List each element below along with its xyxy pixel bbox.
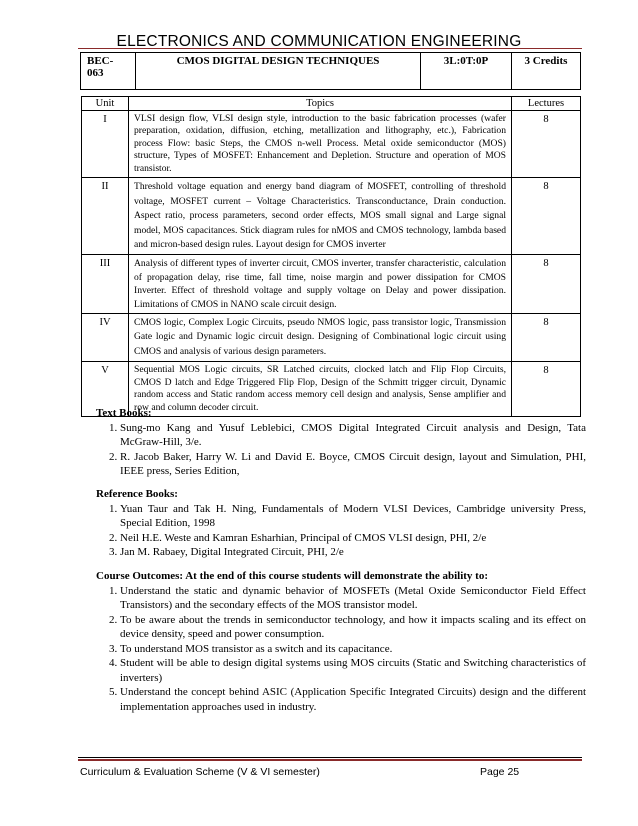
table-row	[82, 111, 581, 178]
unit-number: V	[82, 362, 129, 417]
course-name: CMOS DIGITAL DESIGN TECHNIQUES	[136, 53, 421, 90]
footer-scheme-label: Curriculum & Evaluation Scheme (V & VI semester)	[80, 766, 320, 778]
unit-lectures: 8	[512, 362, 581, 417]
reference-books-list	[96, 502, 586, 560]
table-row	[82, 255, 581, 314]
unit-lectures: 8	[512, 255, 581, 314]
unit-topics: Threshold voltage equation and energy band diagram of MOSFET, controlling of threshold voltage, MOSFET current – Voltage Characteristics. Transconductance, Drain conduction. Aspect ratio, process parameters, second order effects, MOS small signal and Large signal model, MOS capacitances. Stick diagram rules for nMOS and CMOS technology, lambda based and micron-based design rules. Layout design for CMOS inverter	[129, 178, 512, 255]
table-row	[82, 178, 581, 255]
list-item: 1. Understand the static and dynamic behavior of MOSFETs (Metal Oxide Semiconductor Field Effect Transistors) and the secondary effects of the MOS transistor model.	[120, 584, 586, 613]
unit-number: III	[82, 255, 129, 314]
list-item: 1. Sung-mo Kang and Yusuf Leblebici, CMOS Digital Integrated Circuit analysis and Design, Tata McGraw-Hill, 3/e.	[120, 421, 586, 450]
list-item: 2. R. Jacob Baker, Harry W. Li and David E. Boyce, CMOS Circuit design, layout and Simulation, PHI, IEEE press, Series Edition,	[120, 450, 586, 479]
course-info-table	[80, 52, 581, 90]
topics-header-row	[82, 97, 581, 111]
reference-books-heading: Reference Books:	[96, 488, 178, 500]
unit-number: I	[82, 111, 129, 178]
topics-table	[81, 96, 581, 417]
course-credits: 3 Credits	[512, 53, 581, 90]
course-outcomes-section	[96, 569, 586, 714]
unit-number: II	[82, 178, 129, 255]
footer-accent-rule	[78, 759, 582, 761]
list-item: 5. Understand the concept behind ASIC (Application Specific Integrated Circuits) design and the different implementation approaches used in industry.	[120, 685, 586, 714]
list-item: 3. To understand MOS transistor as a switch and its capacitance.	[120, 642, 586, 657]
page-number: Page 25	[480, 766, 520, 778]
course-ltp: 3L:0T:0P	[421, 53, 512, 90]
lectures-header: Lectures	[512, 97, 581, 111]
unit-lectures: 8	[512, 178, 581, 255]
header-rule	[78, 48, 582, 49]
unit-lectures: 8	[512, 313, 581, 361]
list-item: 2. To be aware about the trends in semiconductor technology, and how it impacts scaling and its effect on device density, speed and power consumption.	[120, 613, 586, 642]
course-outcomes-heading: Course Outcomes: At the end of this course students will demonstrate the ability to:	[96, 570, 488, 582]
list-item: 4. Student will be able to design digital systems using MOS circuits (Static and Switching characteristics of inverters)	[120, 656, 586, 685]
topics-header: Topics	[129, 97, 512, 111]
list-item: 3. Jan M. Rabaey, Digital Integrated Circuit, PHI, 2/e	[120, 545, 586, 560]
unit-number: IV	[82, 313, 129, 361]
footer-rule	[78, 757, 582, 758]
course-code: BEC-063	[81, 53, 136, 90]
page-header-title: ELECTRONICS AND COMMUNICATION ENGINEERING	[116, 33, 522, 50]
unit-lectures: 8	[512, 111, 581, 178]
unit-topics: CMOS logic, Complex Logic Circuits, pseudo NMOS logic, pass transistor logic, Transmission Gate logic and Dynamic logic circuit design. Designing of Combinational logic circuit using CMOS and analysis of various design parameters.	[129, 313, 512, 361]
table-row	[82, 313, 581, 361]
unit-header: Unit	[82, 97, 129, 111]
text-books-list	[96, 421, 586, 479]
course-info-row	[81, 53, 581, 90]
reference-books-section	[96, 487, 586, 560]
course-outcomes-list	[96, 584, 586, 715]
list-item: 2. Neil H.E. Weste and Kamran Esharhian, Principal of CMOS VLSI design, PHI, 2/e	[120, 531, 586, 546]
unit-topics: Analysis of different types of inverter circuit, CMOS inverter, transfer characteristic, calculation of propagation delay, rise time, fall time, noise margin and power dissipation for CMOS Inverter. Effect of threshold voltage and supply voltage on Delay and power dissipation. Limitations of CMOS in NANO scale circuit design.	[129, 255, 512, 314]
list-item: 1. Yuan Taur and Tak H. Ning, Fundamentals of Modern VLSI Devices, Cambridge university Press, Special Edition, 1998	[120, 502, 586, 531]
unit-topics: Sequential MOS Logic circuits, SR Latched circuits, clocked latch and Flip Flop Circuits, CMOS D latch and Edge Triggered Flip Flop, Design of the Schmitt trigger circuit, Dynamic random access and Static random access memory cell design and analysis, Sense amplifier and row and column decoder circuit.	[129, 362, 512, 417]
text-books-section	[96, 406, 586, 479]
unit-topics: VLSI design flow, VLSI design style, introduction to the basic fabrication processes (wafer preparation, oxidation, diffusion, etching, metallization and lithography, etc.), Fabrication process Flow: basic Steps, the CMOS n-well Process. Metal oxide semiconductor (MOS) structure, Types of MOSFET: Enhancement and Depletion. Structure and operation of MOS transistor.	[129, 111, 512, 178]
text-books-heading: Text Books:	[96, 407, 152, 419]
